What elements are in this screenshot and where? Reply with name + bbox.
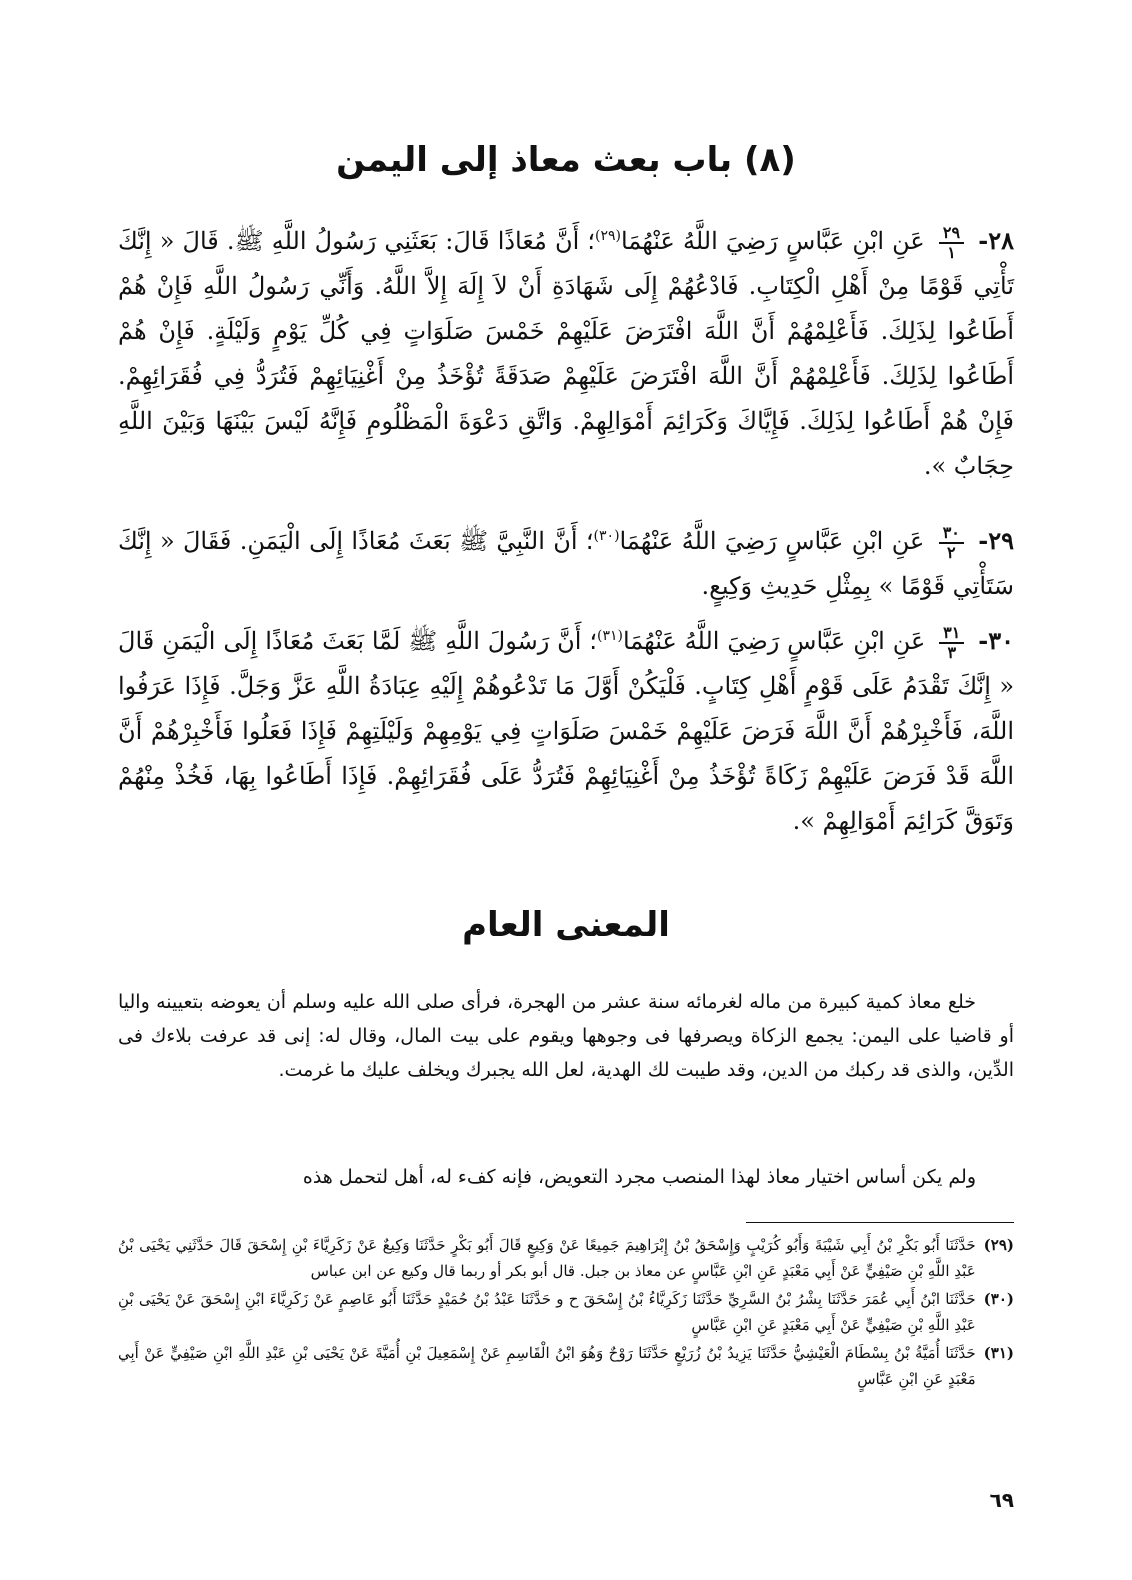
footnote-divider <box>746 1222 1014 1223</box>
footnote-reference[interactable]: (٢٩) <box>595 228 622 244</box>
page-number: ٦٩ <box>989 1488 1014 1512</box>
hadith-30 <box>118 618 1014 844</box>
hadith-opening: عَنِ ابْنِ عَبَّاسٍ رَضِيَ اللَّهُ عَنْهُمَا <box>619 527 925 555</box>
hadith-reference-fraction: $\frac{٣٠}{٢}$ <box>939 524 964 562</box>
footnote-31 <box>118 1340 1014 1392</box>
footnote-number: (٣٠) <box>983 1290 1014 1308</box>
footnote-number: (٢٩) <box>983 1236 1014 1254</box>
hadith-opening: عَنِ ابْنِ عَبَّاسٍ رَضِيَ اللَّهُ عَنْهُمَا <box>621 227 925 255</box>
section-title: المعنى العام <box>462 905 670 945</box>
footnote-text: حَدَّثَنَا أَبُو بَكْرِ بْنُ أَبِي شَيْبَةَ وَأَبُو كُرَيْبٍ وَإِسْحَقُ بْنُ إِبْرَاهِيمَ جَمِيعًا عَنْ وَكِيعٍ قَالَ أَبُو بَكْرٍ حَدَّثَنَا وَكِيعٌ عَنْ زَكَرِيَّاءَ بْنِ إِسْحَقَ قَالَ حَدَّثَنِي يَحْيَى بْنُ عَبْدِ اللَّهِ بْنِ صَيْفِيٍّ عَنْ أَبِي مَعْبَدٍ عَنِ ابْنِ عَبَّاسٍ عن معاذ بن جبل. قال أبو بكر أو ربما قال وكيع عن ابن عباس <box>118 1236 976 1280</box>
footnote-text: حَدَّثَنَا أُمَيَّةُ بْنُ بِسْطَامَ الْعَيْشِيُّ حَدَّثَنَا يَزِيدُ بْنُ زُرَيْعٍ حَدَّثَنَا رَوْحٌ وَهُوَ ابْنُ الْقَاسِمِ عَنْ إِسْمَعِيلَ بْنِ أُمَيَّةَ عَنْ يَحْيَى بْنِ عَبْدِ اللَّهِ ابْنِ صَيْفِيٍّ عَنْ أَبِي مَعْبَدٍ عَنِ ابْنِ عَبَّاسٍ <box>118 1344 976 1388</box>
hadith-text: ؛ أَنَّ رَسُولَ اللَّهِ ﷺ لَمَّا بَعَثَ مُعَاذًا إِلَى الْيَمَنِ قَالَ « إِنَّكَ تَقْدَمُ عَلَى قَوْمٍ أَهْلِ كِتَابٍ. فَلْيَكُنْ أَوَّلَ مَا تَدْعُوهُمْ إِلَيْهِ عِبَادَةُ اللَّهِ عَزَّ وَجَلَّ. فَإِذَا عَرَفُوا اللَّهَ، فَأَخْبِرْهُمْ أَنَّ اللَّهَ فَرَضَ عَلَيْهِمْ خَمْسَ صَلَوَاتٍ فِي يَوْمِهِمْ وَلَيْلَتِهِمْ فَإِذَا فَعَلُوا فَأَخْبِرْهُمْ أَنَّ اللَّهَ قَدْ فَرَضَ عَلَيْهِمْ زَكَاةً تُؤْخَذُ مِنْ أَغْنِيَائِهِمْ فَتُرَدُّ عَلَى فُقَرَائِهِمْ. فَإِذَا أَطَاعُوا بِهَا، فَخُذْ مِنْهُمْ وَتَوَقَّ كَرَائِمَ أَمْوَالِهِمْ ». <box>118 627 1014 835</box>
footnote-reference[interactable]: (٣١) <box>596 628 623 644</box>
hadith-opening: عَنِ ابْنِ عَبَّاسٍ رَضِيَ اللَّهُ عَنْهُمَا <box>622 627 926 655</box>
chapter-title: (٨) باب بعث معاذ إلى اليمن <box>336 140 796 180</box>
body-paragraph: ولم يكن أساس اختيار معاذ لهذا المنصب مجرد التعويض، فإنه كفء له، أهل لتحمل هذه <box>302 1166 976 1188</box>
hadith-29 <box>118 518 1014 609</box>
hadith-reference-fraction: $\frac{٣١}{٣}$ <box>939 624 964 662</box>
footnotes <box>118 1232 1014 1394</box>
hadith-number: ٢٨- <box>978 226 1014 255</box>
hadith-number: ٣٠- <box>978 626 1014 655</box>
hadith-text: ؛ أَنَّ النَّبِيَّ ﷺ بَعَثَ مُعَاذًا إِلَى الْيَمَنِ. فَقَالَ « إِنَّكَ سَتَأْتِي قَوْمًا » بِمِثْلِ حَدِيثِ وَكِيعٍ. <box>118 527 1014 600</box>
footnote-29 <box>118 1232 1014 1284</box>
footnote-text: حَدَّثَنَا ابْنُ أَبِي عُمَرَ حَدَّثَنَا بِشْرُ بْنُ السَّرِيِّ حَدَّثَنَا زَكَرِيَّاءُ بْنُ إِسْحَقَ ح و حَدَّثَنَا عَبْدُ بْنُ حُمَيْدٍ حَدَّثَنَا أَبُو عَاصِمٍ عَنْ زَكَرِيَّاءَ ابْنِ إِسْحَقَ عَنْ يَحْيَى بْنِ عَبْدِ اللَّهِ بْنِ صَيْفِيٍّ عَنْ أَبِي مَعْبَدٍ عَنِ ابْنِ عَبَّاسٍ <box>118 1290 976 1334</box>
footnote-30 <box>118 1286 1014 1338</box>
hadith-text: ؛ أَنَّ مُعَاذًا قَالَ: بَعَثَنِي رَسُولُ اللَّهِ ﷺ. قَالَ « إِنَّكَ تَأْتِي قَوْمًا مِنْ أَهْلِ الْكِتَابِ. فَادْعُهُمْ إِلَى شَهَادَةِ أَنْ لاَ إِلَهَ إِلاَّ اللَّهُ. وَأَنِّي رَسُولُ اللَّهِ فَإِنْ هُمْ أَطَاعُوا لِذَلِكَ. فَأَعْلِمْهُمْ أَنَّ اللَّهَ افْتَرَضَ عَلَيْهِمْ خَمْسَ صَلَوَاتٍ فِي كُلِّ يَوْمٍ وَلَيْلَةٍ. فَإِنْ هُمْ أَطَاعُوا لِذَلِكَ. فَأَعْلِمْهُمْ أَنَّ اللَّهَ افْتَرَضَ عَلَيْهِمْ صَدَقَةً تُؤْخَذُ مِنْ أَغْنِيَائِهِمْ فَتُرَدُّ فِي فُقَرَائِهِمْ. فَإِنْ هُمْ أَطَاعُوا لِذَلِكَ. فَإِيَّاكَ وَكَرَائِمَ أَمْوَالِهِمْ. وَاتَّقِ دَعْوَةَ الْمَظْلُومِ فَإِنَّهُ لَيْسَ بَيْنَهَا وَبَيْنَ اللَّهِ حِجَابٌ ». <box>118 227 1014 480</box>
footnote-number: (٣١) <box>983 1344 1014 1362</box>
hadith-number: ٢٩- <box>978 526 1014 555</box>
footnote-reference[interactable]: (٣٠) <box>593 528 620 544</box>
body-paragraph: خلع معاذ كمية كبيرة من ماله لغرمائه سنة عشر من الهجرة، فرأى صلى الله عليه وسلم أن يعوضه بتعيينه واليا أو قاضيا على اليمن: يجمع الزكاة ويصرفها فى وجوهها ويقوم على بيت المال، وقال له: إنى قد عرفت بلاءك فى الدِّين، والذى قد ركبك من الدين، وقد طيبت لك الهدية، لعل الله يجبرك ويخلف عليك ما غرمت. <box>118 991 1014 1081</box>
hadith-reference-fraction: $\frac{٢٩}{١}$ <box>939 224 964 262</box>
hadith-28 <box>118 218 1014 489</box>
